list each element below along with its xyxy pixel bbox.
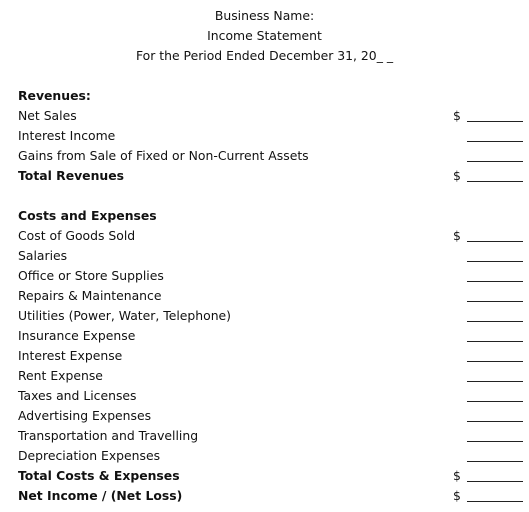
dollar-sign: $ <box>453 168 461 183</box>
line-item-label: Rent Expense <box>18 368 103 383</box>
line-item-label: Salaries <box>18 248 68 263</box>
line-item-revenues <box>18 86 528 106</box>
line-item-repairs-maintenance <box>18 286 528 306</box>
dollar-sign: $ <box>453 488 461 503</box>
line-item-label: Cost of Goods Sold <box>18 228 136 243</box>
dollar-sign: $ <box>453 108 461 123</box>
line-item-label: Taxes and Licenses <box>18 388 137 403</box>
amount-blank-line[interactable] <box>467 301 523 302</box>
line-item-label: Interest Expense <box>18 348 123 363</box>
amount-blank-line[interactable] <box>467 421 523 422</box>
line-item-label: Costs and Expenses <box>18 208 157 223</box>
line-item-rent-expense <box>18 366 528 386</box>
amount-blank-line[interactable] <box>467 461 523 462</box>
line-item-label: Interest Income <box>18 128 116 143</box>
line-item-label: Office or Store Supplies <box>18 268 164 283</box>
line-item-gains-from-sale-of-fixed-or-non-current-assets <box>18 146 528 166</box>
amount-blank-line[interactable] <box>467 281 523 282</box>
line-item-total-costs-expenses <box>18 466 528 486</box>
line-item-taxes-and-licenses <box>18 386 528 406</box>
line-item-interest-expense <box>18 346 528 366</box>
dollar-sign: $ <box>453 468 461 483</box>
line-item-net-sales <box>18 106 528 126</box>
line-item-label: Net Income / (Net Loss) <box>18 488 183 503</box>
line-item-costs-and-expenses <box>18 206 528 226</box>
line-item-transportation-and-travelling <box>18 426 528 446</box>
amount-blank-line[interactable] <box>467 261 523 262</box>
amount-blank-line[interactable] <box>467 241 523 242</box>
line-item-label: Transportation and Travelling <box>18 428 199 443</box>
amount-blank-line[interactable] <box>467 481 523 482</box>
line-item-salaries <box>18 246 528 266</box>
amount-blank-line[interactable] <box>467 341 523 342</box>
statement-period: For the Period Ended December 31, 20_ _ <box>135 48 394 63</box>
business-name: Business Name: <box>214 8 315 23</box>
amount-blank-line[interactable] <box>467 501 523 502</box>
line-item-label: Revenues: <box>18 88 91 103</box>
amount-blank-line[interactable] <box>467 361 523 362</box>
line-item-label: Advertising Expenses <box>18 408 152 423</box>
dollar-sign: $ <box>453 228 461 243</box>
line-item-label: Gains from Sale of Fixed or Non-Current Assets <box>18 148 309 163</box>
line-item-label: Net Sales <box>18 108 77 123</box>
amount-blank-line[interactable] <box>467 321 523 322</box>
amount-blank-line[interactable] <box>467 121 523 122</box>
amount-blank-line[interactable] <box>467 181 523 182</box>
spacer-row <box>18 186 528 206</box>
line-item-label: Insurance Expense <box>18 328 136 343</box>
line-item-net-income-net-loss <box>18 486 528 506</box>
line-item-insurance-expense <box>18 326 528 346</box>
statement-title: Income Statement <box>207 28 322 43</box>
line-item-advertising-expenses <box>18 406 528 426</box>
line-item-label: Total Costs & Expenses <box>18 468 180 483</box>
line-item-cost-of-goods-sold <box>18 226 528 246</box>
amount-blank-line[interactable] <box>467 381 523 382</box>
line-item-total-revenues <box>18 166 528 186</box>
line-item-label: Utilities (Power, Water, Telephone) <box>18 308 232 323</box>
line-item-label: Depreciation Expenses <box>18 448 161 463</box>
line-item-depreciation-expenses <box>18 446 528 466</box>
amount-blank-line[interactable] <box>467 441 523 442</box>
line-item-label: Total Revenues <box>18 168 125 183</box>
line-item-interest-income <box>18 126 528 146</box>
line-item-label: Repairs & Maintenance <box>18 288 162 303</box>
line-item-office-or-store-supplies <box>18 266 528 286</box>
amount-blank-line[interactable] <box>467 401 523 402</box>
amount-blank-line[interactable] <box>467 161 523 162</box>
amount-blank-line[interactable] <box>467 141 523 142</box>
line-item-utilities-power-water-telephone <box>18 306 528 326</box>
